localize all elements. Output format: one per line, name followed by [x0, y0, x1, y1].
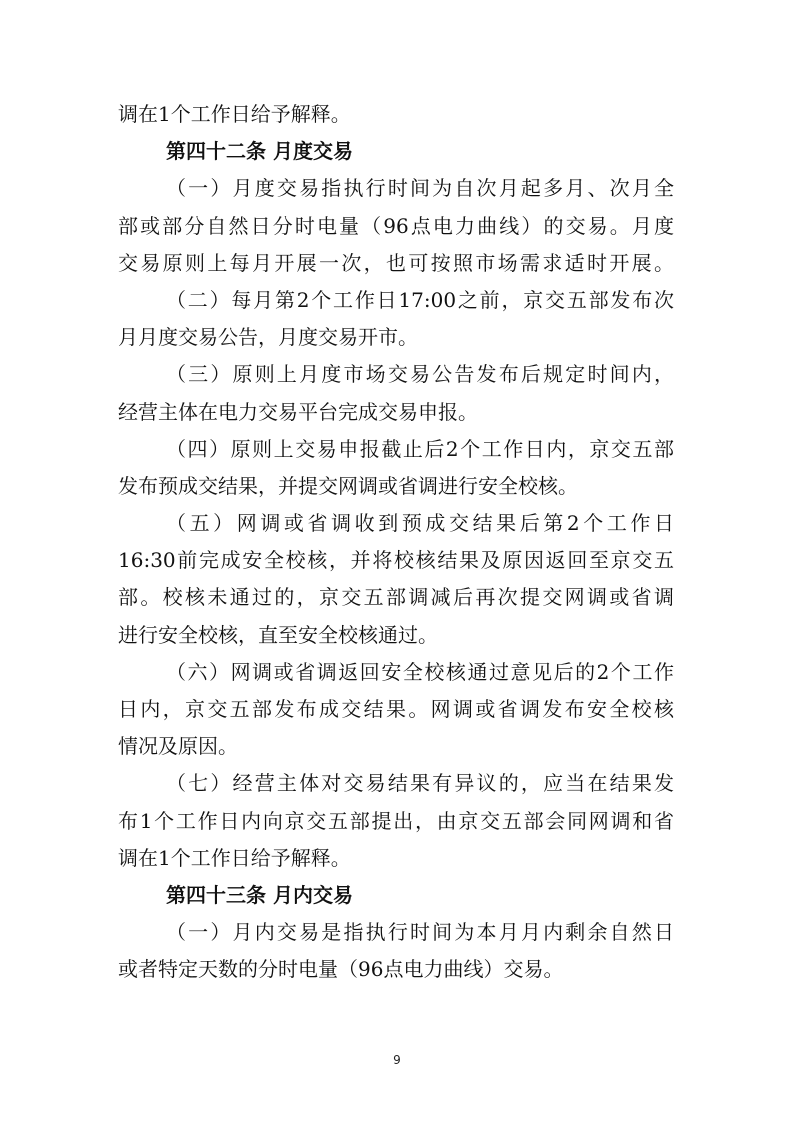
paragraph-line: 交易原则上每月开展一次，也可按照市场需求适时开展。	[118, 250, 674, 275]
document-body	[118, 96, 674, 989]
page-number: 9	[393, 1053, 401, 1067]
paragraph-line: （一）月度交易指执行时间为自次月起多月、次月全	[166, 176, 674, 201]
paragraph-line: 调在1个工作日给予解释。	[118, 845, 351, 870]
paragraph-line: （六）网调或省调返回安全校核通过意见后的2个工作	[166, 659, 674, 684]
paragraph-line: （二）每月第2个工作日17:00之前，京交五部发布次	[166, 287, 674, 312]
paragraph-line: 布1个工作日内向京交五部提出，由京交五部会同网调和省	[118, 808, 674, 833]
paragraph-line: （四）原则上交易申报截止后2个工作日内，京交五部	[166, 436, 674, 461]
paragraph-line: 16:30前完成安全校核，并将校核结果及原因返回至京交五	[118, 548, 674, 573]
paragraph-line: 部。校核未通过的，京交五部调减后再次提交网调或省调	[118, 585, 674, 610]
paragraph-line: 日内，京交五部发布成交结果。网调或省调发布安全校核	[118, 697, 674, 721]
paragraph-line: 情况及原因。	[118, 734, 238, 759]
paragraph-line: 部或部分自然日分时电量（96点电力曲线）的交易。月度	[118, 213, 674, 238]
article-heading: 第四十三条 月内交易	[166, 882, 353, 907]
paragraph-line: 月月度交易公告，月度交易开市。	[118, 325, 418, 350]
paragraph-line: 进行安全校核，直至安全校核通过。	[118, 622, 438, 647]
paragraph-line: 或者特定天数的分时电量（96点电力曲线）交易。	[118, 957, 564, 982]
paragraph-line: 发布预成交结果，并提交网调或省调进行安全校核。	[118, 473, 578, 498]
paragraph-line: （七）经营主体对交易结果有异议的，应当在结果发	[166, 771, 674, 796]
paragraph-line: 调在1个工作日给予解释。	[118, 102, 351, 126]
paragraph-line: 经营主体在电力交易平台完成交易申报。	[118, 399, 478, 424]
paragraph-line: （一）月内交易是指执行时间为本月月内剩余自然日	[166, 920, 674, 945]
paragraph-line: （五）网调或省调收到预成交结果后第2个工作日	[166, 511, 674, 536]
document-page	[118, 96, 674, 989]
article-heading: 第四十二条 月度交易	[166, 139, 353, 164]
paragraph-line: （三）原则上月度市场交易公告发布后规定时间内，	[166, 362, 674, 387]
